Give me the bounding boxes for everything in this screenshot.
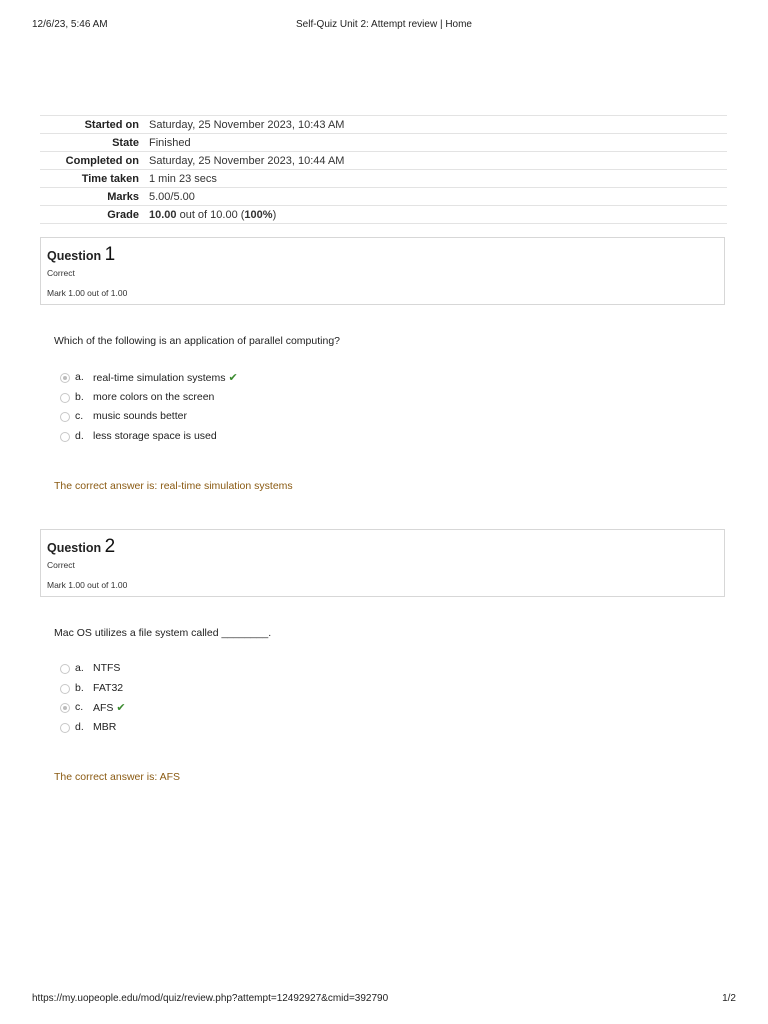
radio-button[interactable] bbox=[60, 432, 70, 442]
answer-text: more colors on the screen bbox=[93, 390, 215, 403]
answer-text: less storage space is used bbox=[93, 429, 217, 442]
grade-percent: 100% bbox=[244, 208, 273, 221]
question-2-answers bbox=[60, 662, 460, 740]
summary-label: Marks bbox=[40, 188, 149, 206]
print-page-number: 1/2 bbox=[722, 993, 736, 1004]
answer-text: NTFS bbox=[93, 662, 121, 674]
question-2-text: Mac OS utilizes a file system called ________. bbox=[54, 627, 272, 639]
print-footer bbox=[32, 993, 736, 1007]
radio-button[interactable] bbox=[60, 723, 70, 733]
answer-option[interactable] bbox=[60, 701, 460, 721]
question-title bbox=[47, 244, 115, 266]
summary-row-time-taken bbox=[40, 170, 727, 188]
summary-value: Saturday, 25 November 2023, 10:43 AM bbox=[149, 116, 727, 134]
answer-text: AFS bbox=[93, 702, 114, 714]
summary-row-state bbox=[40, 134, 727, 152]
answer-option[interactable] bbox=[60, 371, 460, 391]
answer-letter: c. bbox=[75, 410, 84, 422]
answer-letter: a. bbox=[75, 371, 84, 383]
answer-letter: d. bbox=[75, 429, 84, 442]
summary-label: Completed on bbox=[40, 152, 149, 170]
summary-value: Saturday, 25 November 2023, 10:44 AM bbox=[149, 152, 727, 170]
summary-row-grade bbox=[40, 206, 727, 224]
answer-option[interactable] bbox=[60, 682, 460, 702]
radio-button-selected[interactable] bbox=[60, 703, 70, 713]
question-number: 1 bbox=[104, 244, 116, 265]
summary-label: State bbox=[40, 134, 149, 152]
answer-option[interactable] bbox=[60, 430, 460, 450]
question-2-info bbox=[40, 529, 725, 597]
grade-close: ) bbox=[272, 208, 277, 221]
question-1-answers bbox=[60, 371, 460, 449]
radio-button[interactable] bbox=[60, 684, 70, 694]
question-1-text: Which of the following is an application of parallel computing? bbox=[54, 335, 340, 347]
answer-letter: b. bbox=[75, 390, 84, 403]
summary-row-started bbox=[40, 116, 727, 134]
grade-score: 10.00 bbox=[149, 208, 177, 221]
summary-label: Started on bbox=[40, 116, 149, 134]
summary-row-completed bbox=[40, 152, 727, 170]
summary-grade-value bbox=[149, 206, 727, 224]
summary-value: 5.00/5.00 bbox=[149, 188, 727, 206]
answer-letter: d. bbox=[75, 720, 84, 733]
summary-row-marks bbox=[40, 188, 727, 206]
question-title bbox=[47, 536, 115, 558]
answer-option[interactable] bbox=[60, 662, 460, 682]
question-1-info bbox=[40, 237, 725, 305]
summary-value: Finished bbox=[149, 134, 727, 152]
answer-option[interactable] bbox=[60, 391, 460, 411]
answer-text: music sounds better bbox=[93, 410, 187, 422]
print-page-title: Self-Quiz Unit 2: Attempt review | Home bbox=[296, 19, 472, 30]
radio-button[interactable] bbox=[60, 412, 70, 422]
print-datetime: 12/6/23, 5:46 AM bbox=[32, 19, 108, 30]
print-url: https://my.uopeople.edu/mod/quiz/review.php?attempt=12492927&cmid=392790 bbox=[32, 993, 389, 1004]
answer-option[interactable] bbox=[60, 410, 460, 430]
question-grade: Mark 1.00 out of 1.00 bbox=[47, 288, 128, 298]
question-2-right-answer: The correct answer is: AFS bbox=[54, 771, 181, 783]
question-label: Question bbox=[47, 249, 102, 263]
grade-out-of: out of 10.00 ( bbox=[176, 208, 245, 221]
attempt-summary-table bbox=[40, 115, 727, 224]
question-1-right-answer: The correct answer is: real-time simulation systems bbox=[54, 480, 293, 492]
answer-text: MBR bbox=[93, 720, 117, 733]
radio-button[interactable] bbox=[60, 664, 70, 674]
answer-letter: b. bbox=[75, 681, 84, 694]
question-label: Question bbox=[47, 541, 102, 555]
question-state: Correct bbox=[47, 560, 75, 570]
question-number: 2 bbox=[104, 536, 116, 557]
check-icon: ✔ bbox=[228, 372, 238, 384]
answer-text: FAT32 bbox=[93, 681, 124, 694]
radio-button[interactable] bbox=[60, 393, 70, 403]
answer-letter: a. bbox=[75, 662, 84, 674]
check-icon: ✔ bbox=[116, 702, 126, 714]
summary-label: Grade bbox=[40, 206, 149, 224]
radio-button-selected[interactable] bbox=[60, 373, 70, 383]
print-header bbox=[32, 19, 736, 33]
answer-option[interactable] bbox=[60, 721, 460, 741]
question-state: Correct bbox=[47, 268, 75, 278]
answer-letter: c. bbox=[75, 701, 84, 713]
question-grade: Mark 1.00 out of 1.00 bbox=[47, 580, 128, 590]
summary-value: 1 min 23 secs bbox=[149, 170, 727, 188]
summary-label: Time taken bbox=[40, 170, 149, 188]
answer-text: real-time simulation systems bbox=[93, 372, 226, 384]
